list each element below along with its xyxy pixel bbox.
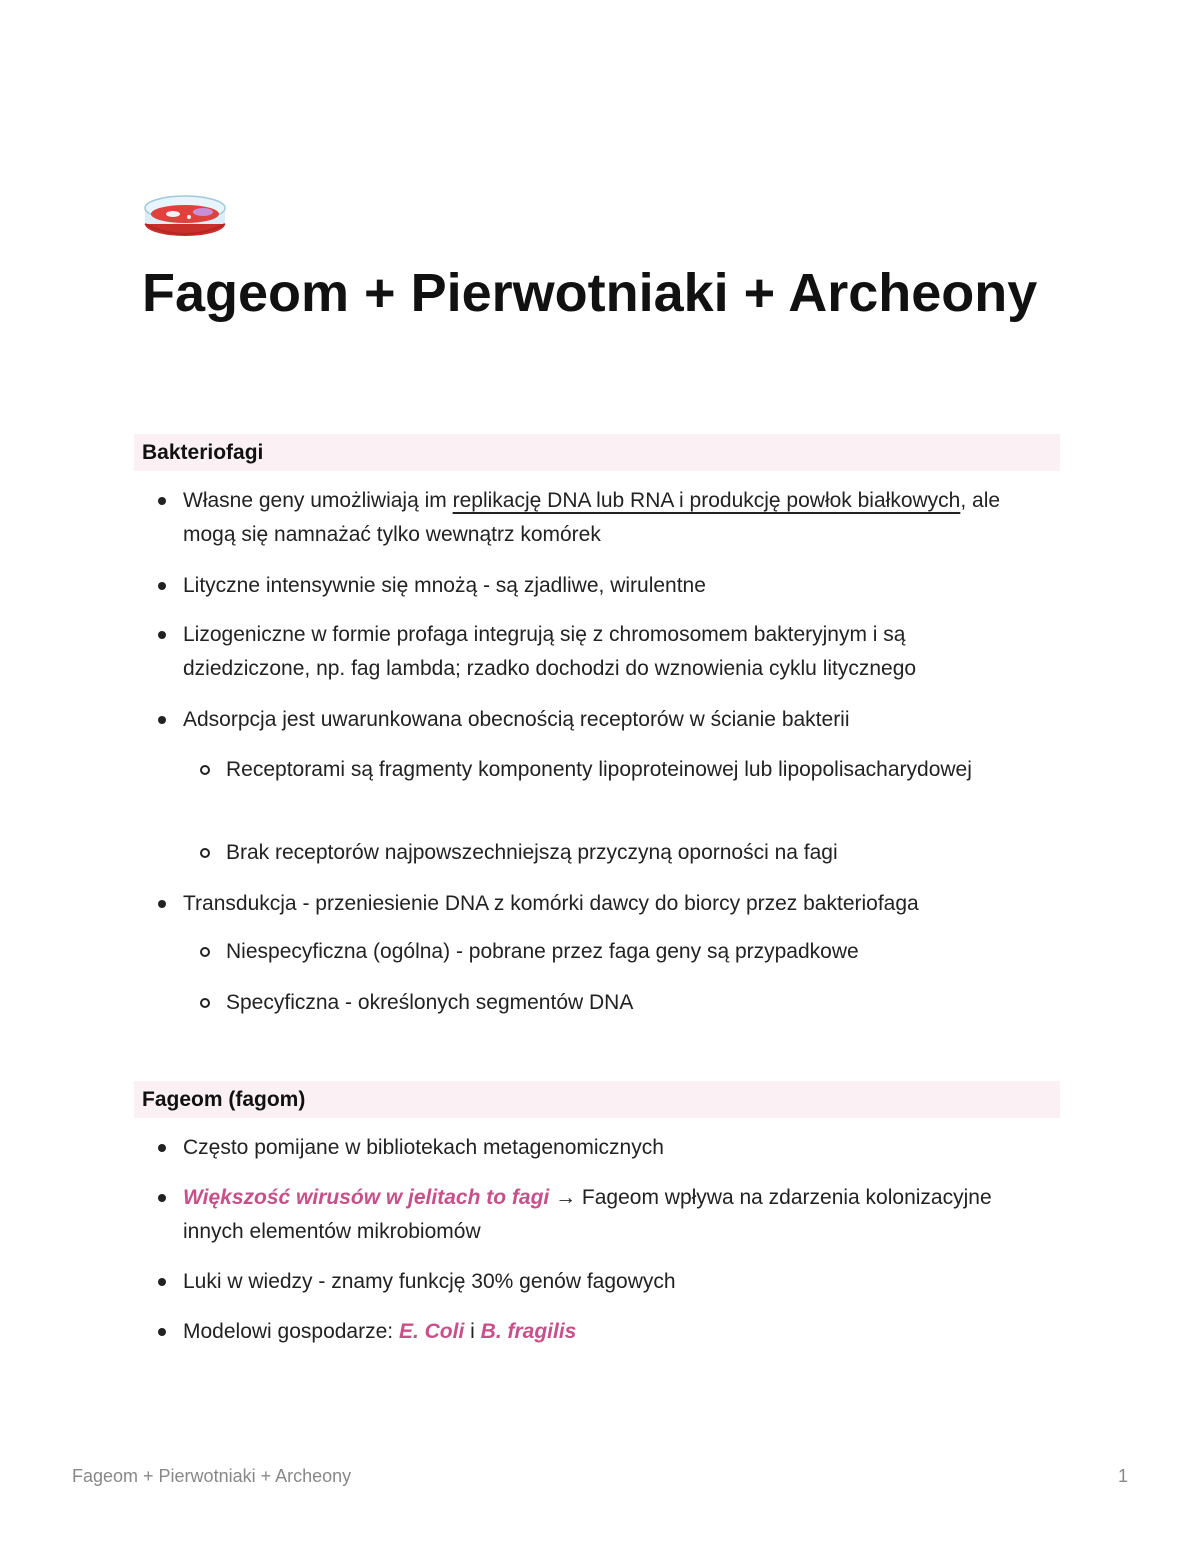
- list-item: Transdukcja - przeniesienie DNA z komórki dawcy do biorcy przez bakteriofaga: [183, 887, 1033, 921]
- list-item: Lizogeniczne w formie profaga integrują się z chromosomem bakteryjnym i są dziedziczone, np. fag lambda; rzadko dochodzi do wznowienia cyklu litycznego: [183, 618, 1033, 686]
- list-item: Lityczne intensywnie się mnożą - są zjadliwe, wirulentne: [183, 569, 1033, 603]
- hollow-bullet-icon: [200, 848, 210, 858]
- species-name: B. fragilis: [480, 1320, 577, 1343]
- hollow-bullet-icon: [200, 765, 210, 775]
- section-heading-fageom: Fageom (fagom): [134, 1081, 1060, 1118]
- hollow-bullet-icon: [200, 998, 210, 1008]
- species-name: E. Coli: [398, 1320, 465, 1343]
- section-heading-bakteriofagi: Bakteriofagi: [134, 434, 1060, 471]
- footer-title: Fageom + Pierwotniaki + Archeony: [72, 1466, 352, 1486]
- bullet-icon: [158, 497, 166, 505]
- page-number: 1: [1118, 1466, 1129, 1486]
- bullet-icon: [158, 1328, 166, 1336]
- petri-dish-icon: [143, 188, 227, 238]
- sub-list-item: Receptorami są fragmenty komponenty lipoproteinowej lub lipopolisacharydowej: [226, 753, 1026, 787]
- bullet-icon: [158, 716, 166, 724]
- sub-list-item: Specyficzna - określonych segmentów DNA: [226, 986, 1026, 1020]
- list-item: Większość wirusów w jelitach to fagi → Fageom wpływa na zdarzenia kolonizacyjne innych elementów mikrobiomów: [183, 1181, 1033, 1249]
- bullet-icon: [158, 1144, 166, 1152]
- underlined-text: replikację DNA lub RNA i produkcję powłok białkowych: [452, 489, 961, 512]
- list-item: Często pomijane w bibliotekach metagenomicznych: [183, 1131, 1033, 1165]
- hollow-bullet-icon: [200, 947, 210, 957]
- sub-list-item: Brak receptorów najpowszechniejszą przyczyną oporności na fagi: [226, 836, 1026, 870]
- bullet-icon: [158, 631, 166, 639]
- bullet-icon: [158, 1278, 166, 1286]
- list-item: Własne geny umożliwiają im replikację DNA lub RNA i produkcję powłok białkowych, ale mogą się namnażać tylko wewnątrz komórek: [183, 484, 1033, 552]
- bullet-icon: [158, 582, 166, 590]
- highlighted-text: Większość wirusów w jelitach to fagi: [183, 1186, 550, 1209]
- list-item: Luki w wiedzy - znamy funkcję 30% genów fagowych: [183, 1265, 1033, 1299]
- list-item: Modelowi gospodarze: E. Coli i B. fragilis: [183, 1315, 1033, 1349]
- list-item: Adsorpcja jest uwarunkowana obecnością receptorów w ścianie bakterii: [183, 703, 1033, 737]
- page-title: Fageom + Pierwotniaki + Archeony: [142, 263, 1038, 323]
- sub-list-item: Niespecyficzna (ogólna) - pobrane przez faga geny są przypadkowe: [226, 935, 1026, 969]
- bullet-icon: [158, 1194, 166, 1202]
- bullet-icon: [158, 900, 166, 908]
